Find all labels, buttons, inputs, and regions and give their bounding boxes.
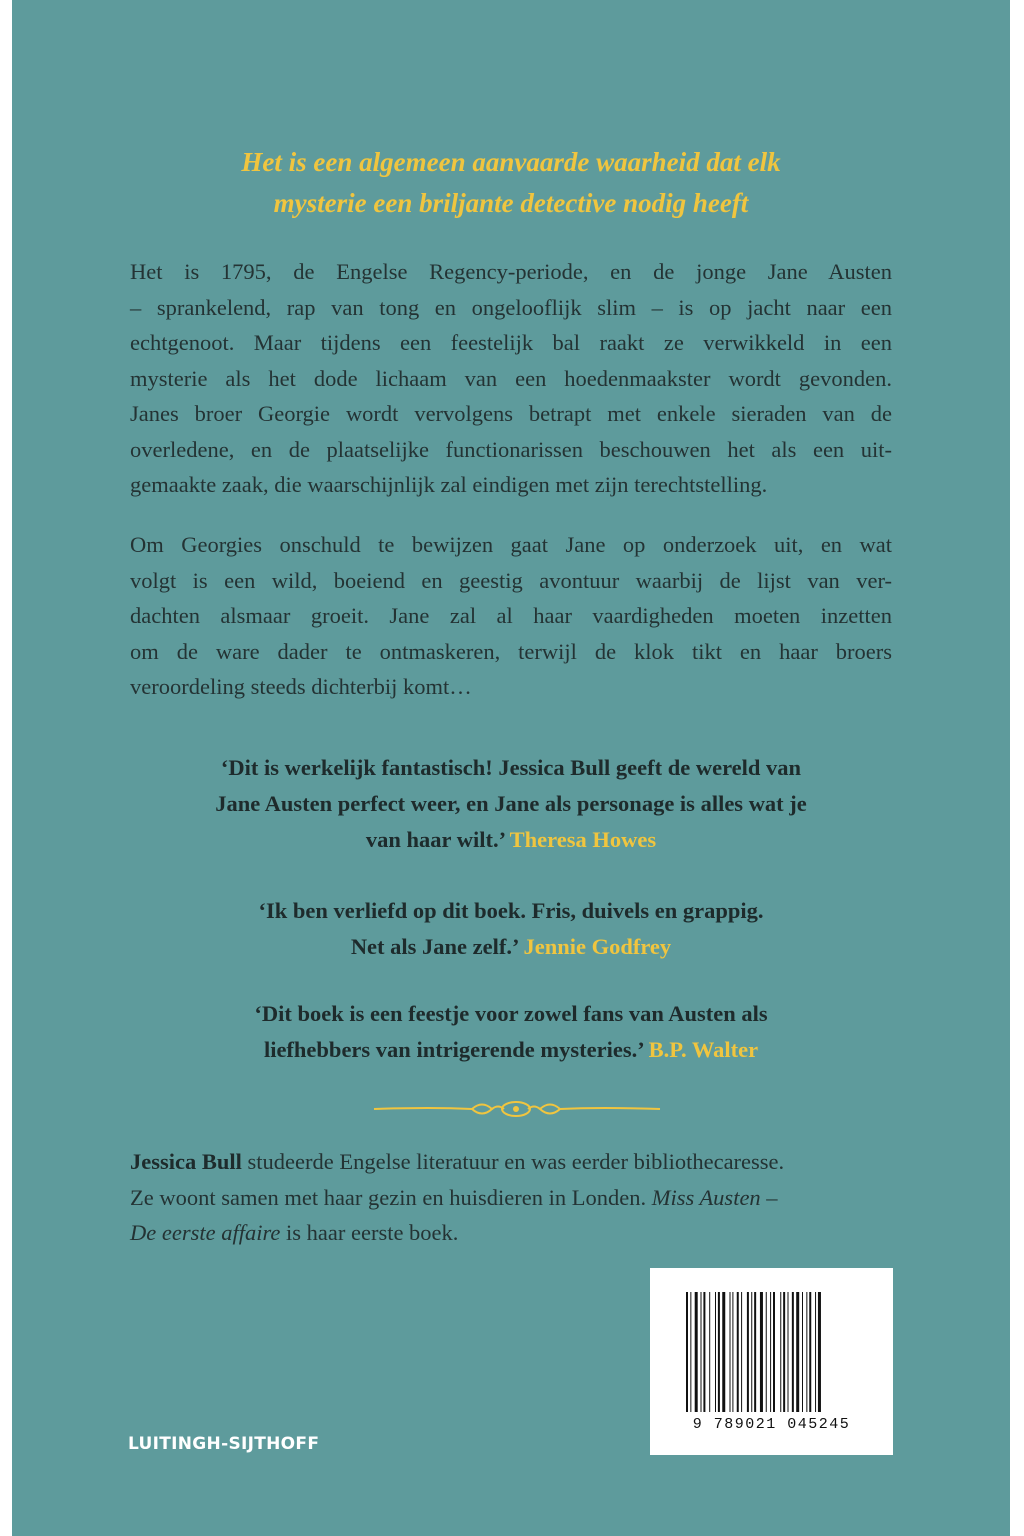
quote-author: B.P. Walter bbox=[648, 1037, 759, 1062]
quote-line: ‘Dit is werkelijk fantastisch! Jessica Bull geeft de wereld van bbox=[220, 755, 802, 780]
quote-author: Jennie Godfrey bbox=[523, 934, 672, 959]
bio-text: studeerde Engelse literatuur en was eerder bibliothecaresse. bbox=[241, 1149, 785, 1174]
blurb-line: Om Georgies onschuld te bewijzen gaat Jane op onderzoek uit, en wat bbox=[130, 532, 892, 557]
blurb-line: veroordeling steeds dichterbij komt… bbox=[130, 674, 472, 699]
tagline bbox=[12, 142, 1010, 224]
blurb-line: Janes broer Georgie wordt vervolgens betrapt met enkele sieraden van de bbox=[130, 401, 892, 426]
bio-text: is haar eerste boek. bbox=[280, 1220, 459, 1245]
quote-line: liefhebbers van intrigerende mysteries.’ bbox=[263, 1037, 644, 1062]
blurb-line: gemaakte zaak, die waarschijnlijk zal eindigen met zijn terechtstelling. bbox=[130, 472, 768, 497]
blurb-line: Het is 1795, de Engelse Regency-periode, en de jonge Jane Austen bbox=[130, 259, 892, 284]
blurb-line: volgt is een wild, boeiend en geestig avontuur waarbij de lijst van ver- bbox=[130, 567, 892, 593]
tagline-line-2: mysterie een briljante detective nodig heeft bbox=[273, 188, 749, 218]
barcode-bars bbox=[686, 1292, 857, 1412]
blurb-paragraph-1 bbox=[130, 254, 892, 503]
quote-line: ‘Dit boek is een feestje voor zowel fans van Austen als bbox=[254, 1001, 768, 1026]
ornament-divider bbox=[372, 1096, 662, 1122]
quote-author: Theresa Howes bbox=[509, 827, 657, 852]
blurb-line: om de ware dader te ontmaskeren, terwijl de klok tikt en haar broers bbox=[130, 638, 892, 664]
review-quote-1 bbox=[12, 750, 1010, 858]
book-title: Miss Austen – bbox=[651, 1184, 778, 1210]
book-title: De eerste affaire bbox=[130, 1220, 281, 1245]
quote-line: Jane Austen perfect weer, en Jane als personage is alles wat je bbox=[215, 791, 807, 816]
review-quote-2 bbox=[12, 893, 1010, 965]
publisher-logo: LUITINGH-SIJTHOFF bbox=[128, 1434, 320, 1454]
blurb-paragraph-2 bbox=[130, 527, 892, 705]
isbn-number: 9 789021 045245 bbox=[692, 1416, 851, 1433]
blurb-line: – sprankelend, rap van tong en ongelooflijk slim – is op jacht naar een bbox=[130, 294, 892, 320]
blurb-line: dachten alsmaar groeit. Jane zal al haar vaardigheden moeten inzetten bbox=[130, 603, 892, 628]
bio-text: Ze woont samen met haar gezin en huisdieren in Londen. bbox=[130, 1184, 652, 1210]
author-name: Jessica Bull bbox=[130, 1149, 242, 1174]
blurb-line: mysterie als het dode lichaam van een hoedenmaakster wordt gevonden. bbox=[130, 365, 892, 391]
quote-line: ‘Ik ben verliefd op dit boek. Fris, duivels en grappig. bbox=[258, 898, 764, 923]
blurb-line: echtgenoot. Maar tijdens een feestelijk bal raakt ze verwikkeld in een bbox=[130, 330, 892, 355]
tagline-line-1: Het is een algemeen aanvaarde waarheid dat elk bbox=[241, 147, 781, 177]
quote-line: Net als Jane zelf.’ bbox=[350, 934, 518, 959]
blurb-line: overledene, en de plaatselijke functionarissen beschouwen het als een uit- bbox=[130, 436, 892, 462]
book-back-cover bbox=[12, 0, 1010, 1536]
author-bio bbox=[130, 1144, 900, 1251]
quote-line: van haar wilt.’ bbox=[365, 827, 505, 852]
review-quote-3 bbox=[12, 996, 1010, 1068]
barcode bbox=[650, 1268, 893, 1455]
